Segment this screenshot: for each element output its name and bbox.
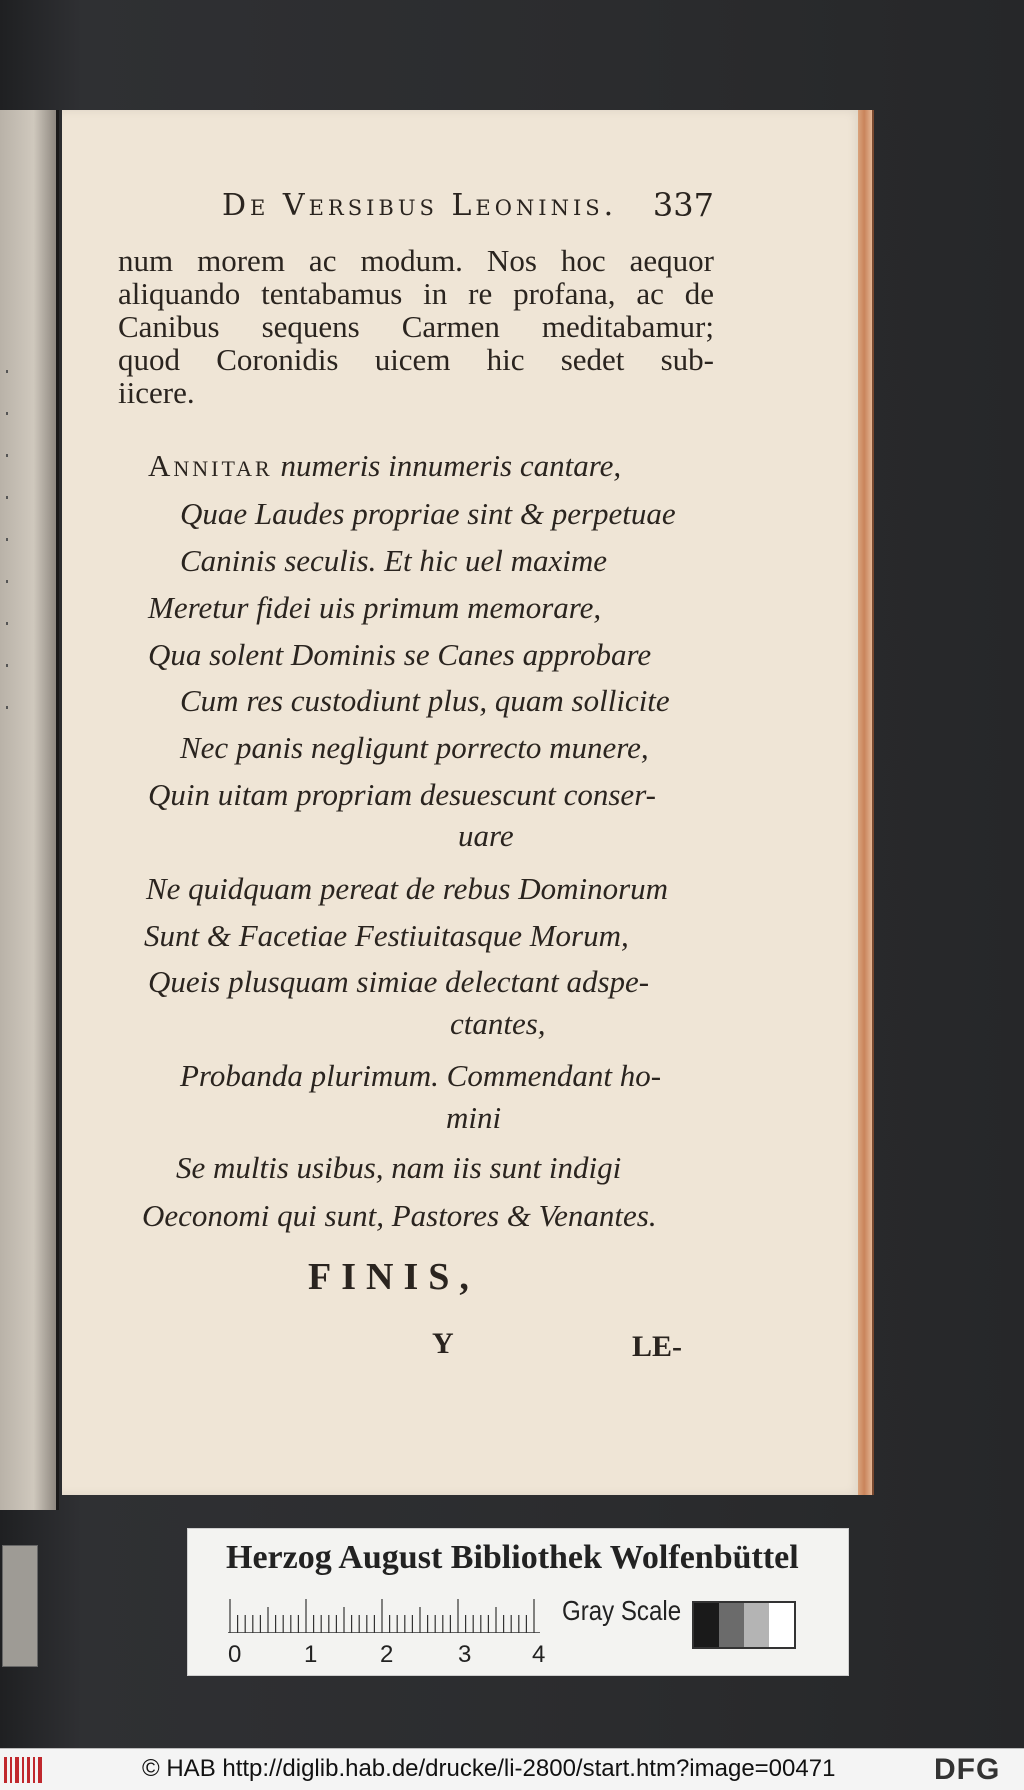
verse-line-continuation: ctantes,	[450, 1006, 546, 1041]
verse-line-continuation: uare	[458, 818, 514, 853]
verse-line: Quae Laudes propriae sint & perpetuae	[180, 496, 676, 531]
gray-swatch	[744, 1603, 769, 1647]
page-fore-edge	[858, 110, 874, 1495]
ruler-numbers	[218, 1641, 558, 1671]
prose-line: Canibus sequens Carmen meditabamur;	[118, 309, 714, 344]
viewer-footer	[0, 1748, 1024, 1790]
verse-line: Caninis seculis. Et hic uel maxime	[180, 543, 608, 578]
copyright-url: © HAB http://diglib.hab.de/drucke/li-2800/start.htm?image=00471	[142, 1755, 836, 1782]
signature-mark: Y	[432, 1327, 454, 1360]
gray-swatch	[769, 1603, 794, 1647]
previous-page-edge	[0, 110, 59, 1510]
page-number: 337	[652, 186, 714, 224]
running-header	[222, 186, 722, 226]
verse-line: Ne quidquam pereat de rebus Dominorum	[146, 871, 669, 906]
prose-paragraph	[118, 244, 714, 409]
running-title: De Versibus Leoninis.	[222, 188, 618, 223]
shelf-label	[2, 1545, 38, 1667]
verse-line: Nec panis negligunt porrecto munere,	[180, 730, 649, 765]
gray-scale-label: Gray Scale	[562, 1595, 682, 1626]
ruler-number: 3	[458, 1641, 472, 1668]
ruler-number: 0	[228, 1641, 242, 1668]
ruler-scale	[228, 1597, 540, 1633]
verse-line: Qua solent Dominis se Canes approbare	[148, 637, 652, 672]
scan-color-bar	[187, 1528, 849, 1676]
verse-line: Oeconomi qui sunt, Pastores & Venantes.	[142, 1198, 657, 1233]
verse-line: Meretur fidei uis primum memorare,	[148, 590, 602, 625]
hab-barcode-icon	[4, 1757, 44, 1783]
finis-heading: FINIS,	[308, 1256, 479, 1298]
verse-line: Annitar numeris innumeris cantare,	[148, 448, 622, 483]
verse-line: Quin uitam propriam desuescunt conser-	[148, 777, 656, 812]
gray-swatch	[719, 1603, 744, 1647]
prose-line: num morem ac modum. Nos hoc aequor	[118, 243, 714, 278]
ruler-number: 1	[304, 1641, 318, 1668]
verse-line: Queis plusquam simiae delectant adspe-	[148, 964, 650, 999]
library-name: Herzog August Bibliothek Wolfenbüttel	[226, 1539, 799, 1576]
ruler-number: 4	[532, 1641, 546, 1668]
gray-scale-swatches	[692, 1601, 796, 1649]
verse-line: Probanda plurimum. Commendant ho-	[180, 1058, 662, 1093]
verse-line: Cum res custodiunt plus, quam sollicite	[180, 683, 670, 718]
prose-line: aliquando tentabamus in re profana, ac de	[118, 276, 714, 311]
gray-swatch	[694, 1603, 719, 1647]
verse-line-continuation: mini	[446, 1100, 502, 1135]
ruler-number: 2	[380, 1641, 394, 1668]
prose-line: iicere.	[118, 375, 195, 410]
dfg-logo: DFG	[934, 1753, 1001, 1786]
verse-line: Sunt & Facetiae Festiuitasque Morum,	[144, 918, 629, 953]
prose-line: quod Coronidis uicem hic sedet sub-	[118, 342, 714, 377]
catchword: LE-	[632, 1330, 683, 1363]
verse-line: Se multis usibus, nam iis sunt indigi	[176, 1150, 622, 1185]
verse-initial-word: Annitar	[148, 448, 273, 483]
